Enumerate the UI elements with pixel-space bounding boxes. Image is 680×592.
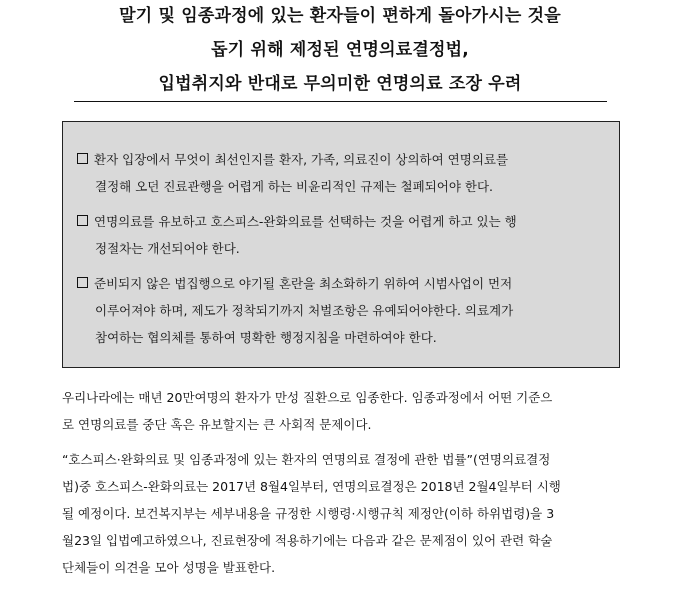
paragraph-line: “호스피스·완화의료 및 임종과정에 있는 환자의 연명의료 결정에 관한 법률”(연명의료결정 [62,452,551,467]
paragraph-line: 단체들이 의견을 모아 성명을 발표한다. [62,560,276,575]
checkbox-icon [77,215,88,226]
summary-item [77,270,609,351]
summary-item-line: 참여하는 협의체를 통하여 명확한 행정지침을 마련하여야 한다. [95,330,437,345]
summary-item-line: 연명의료를 유보하고 호스피스-완화의료를 선택하는 것을 어렵게 하고 있는 행 [77,208,609,235]
summary-item-line: 정절차는 개선되어야 한다. [95,241,240,256]
body-paragraph-1 [62,384,622,438]
paragraph-line: 로 연명의료를 중단 혹은 유보할지는 큰 사회적 문제이다. [62,417,372,432]
paragraph-line: 될 예정이다. 보건복지부는 세부내용을 규정한 시행령·시행규칙 제정안(이하 하위법령)을 3 [62,506,555,521]
paragraph-line: 월23일 입법예고하였으나, 진료현장에 적용하기에는 다음과 같은 문제점이 있어 관련 학술 [62,533,553,548]
summary-item-line: 결정해 오던 진료관행을 어렵게 하는 비윤리적인 규제는 철폐되어야 한다. [95,179,494,194]
summary-box [62,121,620,368]
paragraph-line: 법)중 호스피스-완화의료는 2017년 8월4일부터, 연명의료결정은 2018년 2월4일부터 시행 [62,479,561,494]
title-line-2: 돕기 위해 제정된 연명의료결정법, [211,40,469,60]
paragraph-line: 우리나라에는 매년 20만여명의 환자가 만성 질환으로 임종한다. 임종과정에서 어떤 기준으 [62,390,553,405]
body-paragraph-2 [62,446,622,581]
summary-item-line: 환자 입장에서 무엇이 최선인지를 환자, 가족, 의료진이 상의하여 연명의료를 [77,146,609,173]
summary-item-line: 준비되지 않은 법집행으로 야기될 혼란을 최소화하기 위하여 시범사업이 먼저 [77,270,609,297]
summary-item [77,146,609,200]
summary-item-line: 이루어져야 하며, 제도가 정착되기까지 처벌조항은 유예되어야한다. 의료계가 [95,303,514,318]
summary-item [77,208,609,262]
checkbox-icon [77,277,88,288]
checkbox-icon [77,153,88,164]
title-line-3: 입법취지와 반대로 무의미한 연명의료 조장 우려 [158,74,522,94]
title-underline [74,101,607,102]
title-line-1: 말기 및 임종과정에 있는 환자들이 편하게 돌아가시는 것을 [119,6,561,26]
